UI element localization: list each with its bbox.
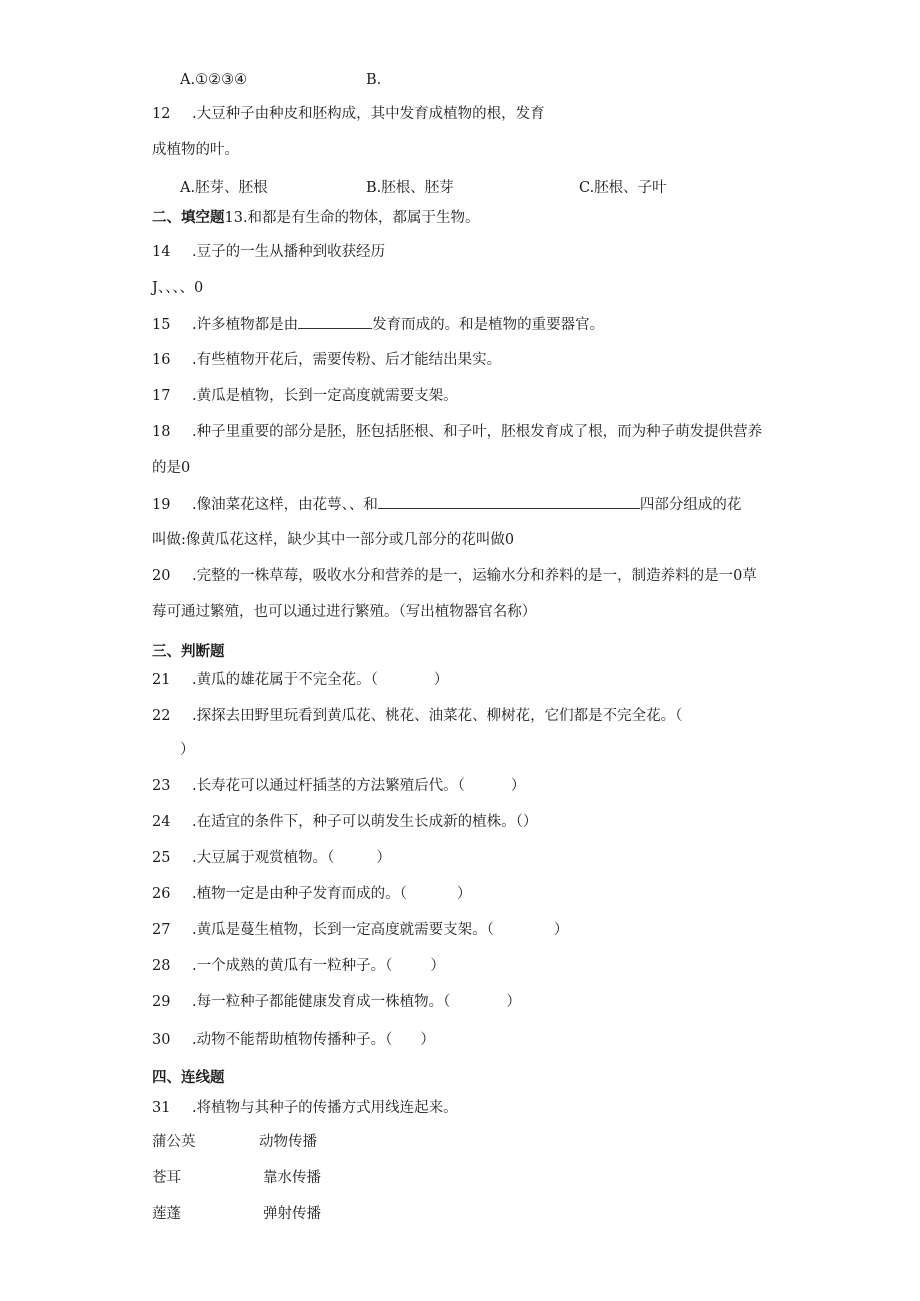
q28-line — [152, 956, 445, 976]
close-paren: ） — [430, 958, 445, 974]
q30-line — [152, 1030, 435, 1050]
question-text: .许多植物都是由 — [192, 317, 299, 333]
question-number: 12 — [152, 106, 171, 122]
q18-line2: 的是0 — [152, 460, 191, 476]
q26-line — [152, 884, 471, 904]
q23-line — [152, 776, 525, 796]
method-item[interactable]: 弹射传播 — [263, 1206, 321, 1222]
q25-line — [152, 848, 391, 868]
question-text: .长寿花可以通过杆插茎的方法繁殖后代。（ — [192, 778, 465, 794]
question-text: .像油菜花这样，由花萼、、和 — [192, 497, 378, 513]
question-text: .黄瓜是植物，长到一定高度就需要支架。 — [192, 388, 458, 404]
question-number: 17 — [152, 388, 171, 404]
section2-line — [152, 208, 480, 228]
q12-option-c: C.胚根、子叶 — [579, 180, 667, 196]
question-text: .完整的一株草莓，吸收水分和营养的是一，运输水分和养料的是一，制造养料的是一0草 — [192, 568, 757, 584]
question-text: .一个成熟的黄瓜有一粒种子。（ — [192, 958, 393, 974]
close-paren: ） — [433, 672, 449, 688]
question-number: 30 — [152, 1032, 171, 1048]
question-number: 18 — [152, 424, 171, 440]
close-paren: ） — [506, 994, 521, 1010]
question-number: 29 — [152, 994, 171, 1010]
q14-line2: J、、、、0 — [152, 280, 204, 296]
question-number: 24 — [152, 814, 171, 830]
plant-item[interactable]: 蒲公英 — [152, 1134, 196, 1150]
close-paren: ） — [456, 886, 472, 902]
method-item[interactable]: 动物传播 — [259, 1134, 317, 1150]
question-number: 27 — [152, 922, 171, 938]
question-text-cont: 四部分组成的花 — [639, 497, 742, 513]
question-text: .大豆种子由种皮和胚构成，其中发育成植物的根，发育 — [192, 106, 545, 122]
q20-line1 — [152, 566, 757, 586]
close-paren: ） — [510, 778, 526, 794]
q21-line — [152, 670, 448, 690]
question-number: 22 — [152, 708, 171, 724]
q27-line — [152, 920, 568, 940]
q12-option-a: A.胚芽、胚根 — [180, 180, 268, 196]
question-number: 28 — [152, 958, 171, 974]
plant-item[interactable]: 莲蓬 — [152, 1206, 181, 1222]
question-number: 21 — [152, 672, 171, 688]
q24-line — [152, 812, 537, 832]
plant-item[interactable]: 苍耳 — [152, 1170, 181, 1186]
q19-line2: 叫做:像黄瓜花这样，缺少其中一部分或几部分的花叫做0 — [152, 532, 515, 548]
q12-line2: 成植物的叶。 — [152, 142, 239, 158]
question-number: 14 — [152, 244, 171, 260]
section4-heading: 四、连线题 — [152, 1070, 225, 1086]
q16-line — [152, 350, 501, 370]
question-number: 25 — [152, 850, 171, 866]
question-number: 15 — [152, 317, 171, 333]
q13-text: 13.和都是有生命的物体，都属于生物。 — [224, 210, 480, 226]
q14-line1 — [152, 242, 385, 262]
question-text-cont: 发育而成的。和是植物的重要器官。 — [372, 317, 605, 333]
q19-line1 — [152, 494, 741, 515]
q29-line — [152, 992, 521, 1012]
fill-blank[interactable] — [378, 494, 640, 509]
question-number: 23 — [152, 778, 171, 794]
question-number: 16 — [152, 352, 171, 368]
question-text: .黄瓜的雄花属于不完全花。（ — [192, 672, 378, 688]
q20-line2: 莓可通过繁殖，也可以通过进行繁殖。（写出植物器官名称） — [152, 604, 537, 620]
close-paren: ） — [553, 922, 569, 938]
q11-option-a: A.①②③④ — [180, 72, 248, 88]
fill-blank[interactable] — [298, 314, 372, 329]
question-text: .有些植物开花后，需要传粉、后才能结出果实。 — [192, 352, 502, 368]
question-text: .在适宜的条件下，种子可以萌发生长成新的植株。（） — [192, 814, 538, 830]
question-number: 19 — [152, 497, 171, 513]
close-paren: ） — [420, 1032, 435, 1048]
q18-line1 — [152, 422, 762, 442]
q22-line — [152, 706, 682, 726]
question-text: .每一粒种子都能健康发育成一株植物。（ — [192, 994, 451, 1010]
q22-close-paren: ） — [180, 742, 195, 758]
question-number: 26 — [152, 886, 171, 902]
question-text: .种子里重要的部分是胚，胚包括胚根、和子叶，胚根发育成了根，而为种子萌发提供营养 — [192, 424, 763, 440]
question-number: 20 — [152, 568, 171, 584]
question-number: 31 — [152, 1100, 171, 1116]
question-text: .豆子的一生从播种到收获经历 — [192, 244, 386, 260]
question-text: .将植物与其种子的传播方式用线连起来。 — [192, 1100, 458, 1116]
close-paren: ） — [376, 850, 391, 866]
q11-option-b: B. — [366, 72, 382, 88]
q12-option-b: B.胚根、胚芽 — [366, 180, 454, 196]
q31-line — [152, 1098, 458, 1118]
question-text: .动物不能帮助植物传播种子。（ — [192, 1032, 393, 1048]
section-heading: 二、填空题 — [152, 210, 225, 226]
question-text: .探探去田野里玩看到黄瓜花、桃花、油菜花、柳树花，它们都是不完全花。（ — [192, 708, 683, 724]
question-text: .大豆属于观赏植物。（ — [192, 850, 335, 866]
q15-line — [152, 314, 604, 335]
question-text: .植物一定是由种子发育而成的。（ — [192, 886, 407, 902]
section3-heading: 三、判断题 — [152, 644, 225, 660]
q12-line1 — [152, 104, 545, 124]
q17-line — [152, 386, 458, 406]
method-item[interactable]: 靠水传播 — [263, 1170, 321, 1186]
question-text: .黄瓜是蔓生植物，长到一定高度就需要支架。（ — [192, 922, 494, 938]
